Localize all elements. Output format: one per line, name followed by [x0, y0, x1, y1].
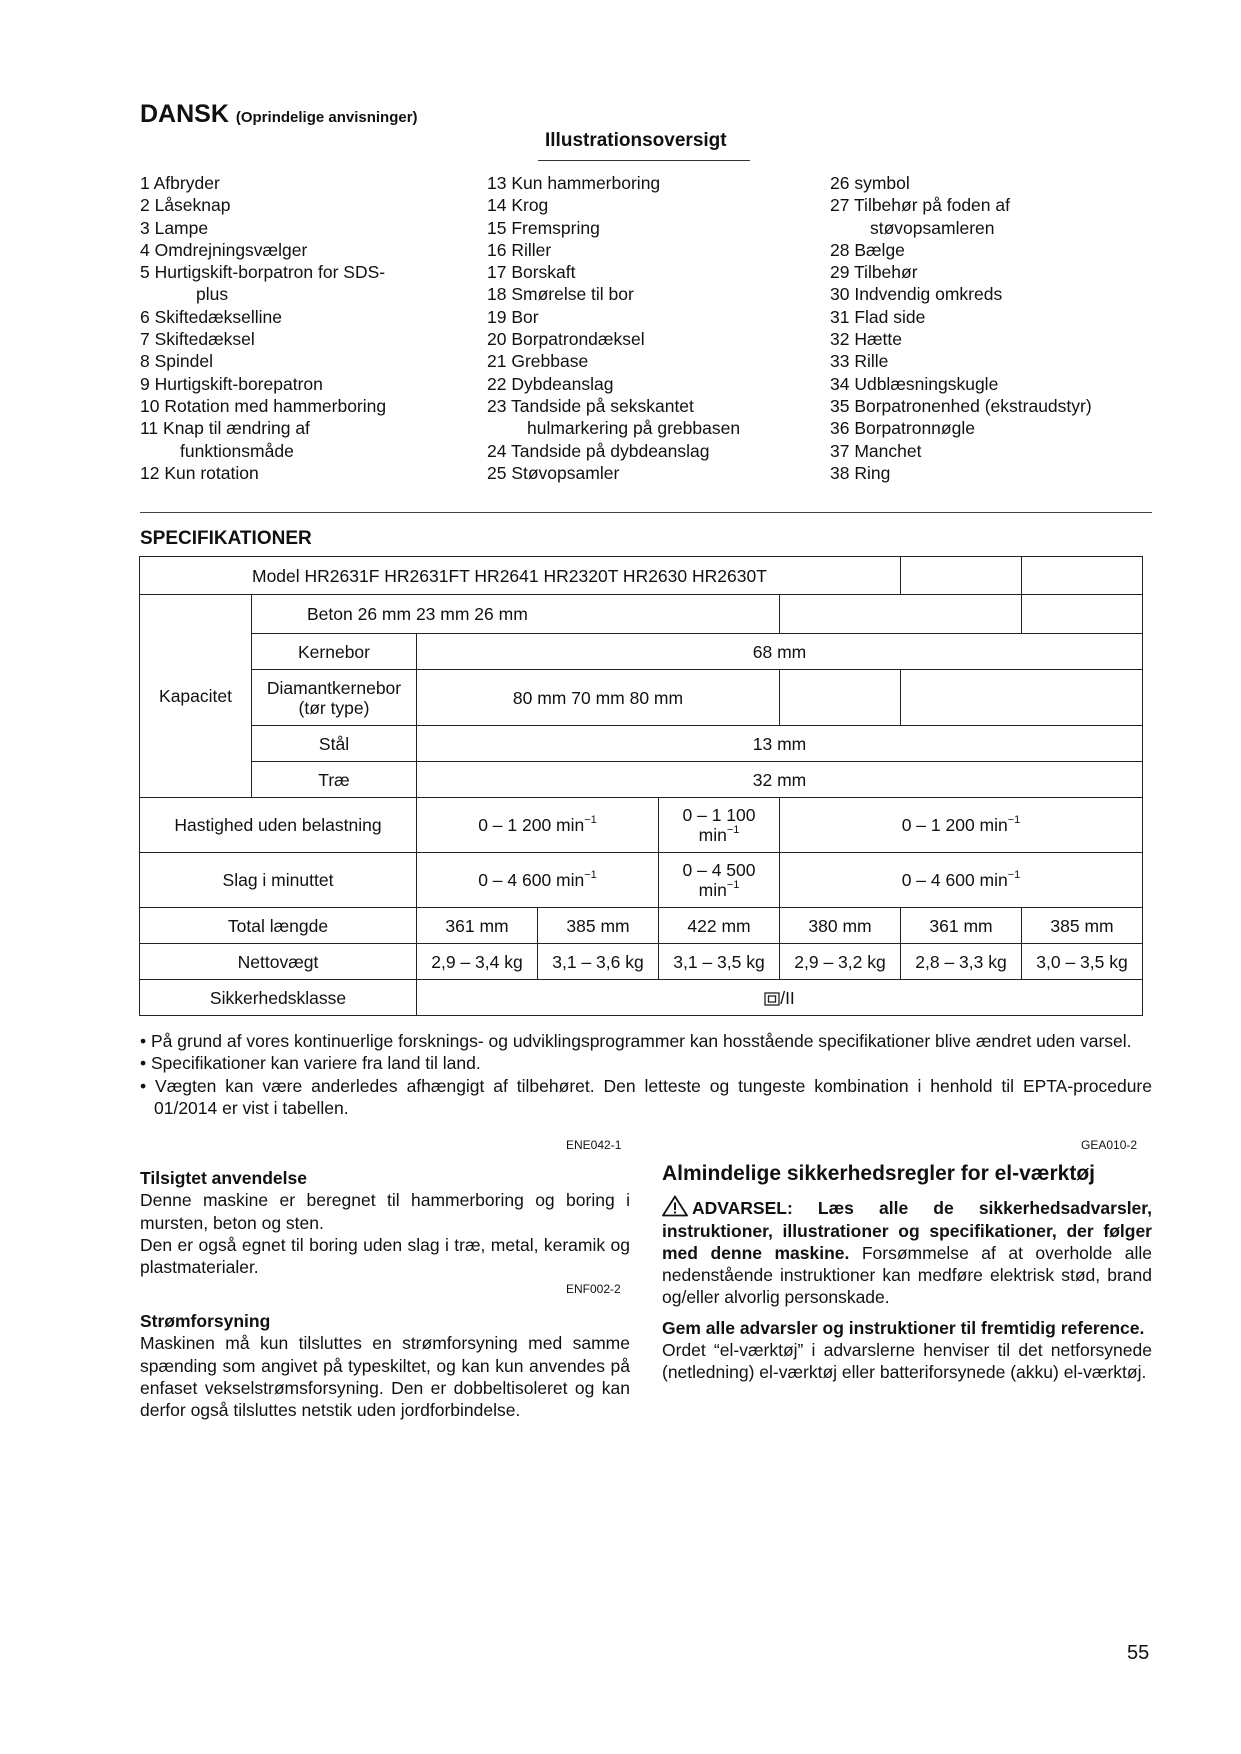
weight-label: Nettovægt [140, 944, 417, 980]
weight-value: 3,0 – 3,5 kg [1022, 944, 1143, 980]
page-number: 55 [1127, 1642, 1150, 1664]
length-value: 422 mm [659, 908, 780, 944]
legend-item: 26 symbol [830, 173, 910, 193]
blows-value-a [417, 853, 659, 908]
blows-value-c [780, 853, 1143, 908]
staal-value: 13 mm [417, 726, 1143, 762]
legend-item: 33 Rille [830, 351, 889, 372]
specifications-table [139, 556, 1143, 1016]
legend-item: 17 Borskaft [487, 262, 576, 283]
trae-label: Træ [252, 762, 417, 798]
weight-value: 2,9 – 3,2 kg [780, 944, 901, 980]
doc-code-gea: GEA010-2 [1081, 1138, 1138, 1152]
diamant-label [252, 670, 417, 726]
empty-cell [901, 557, 1022, 595]
speed-b-line2 [659, 825, 779, 845]
note-item: • På grund af vores kontinuerlige forsknings- og udviklingsprogrammer kan hosstående specifikationer blive ændret uden varsel. [140, 1031, 1132, 1051]
legend-item: 15 Fremspring [487, 217, 600, 238]
empty-cell [1022, 595, 1143, 634]
kernebor-value: 68 mm [417, 634, 1143, 670]
kernebor-label: Kernebor [252, 634, 417, 670]
language-label: DANSK [140, 100, 229, 128]
legend-item: 9 Hurtigskift-borepatron [140, 373, 323, 394]
doc-code-enf: ENF002-2 [566, 1282, 621, 1296]
intended-use-section [140, 1167, 630, 1278]
exponent: −1 [1007, 814, 1021, 826]
exponent: −1 [1007, 869, 1021, 881]
legend-item: 22 Dybdeanslag [487, 373, 614, 394]
legend-item: 24 Tandside på dybdeanslag [487, 440, 710, 461]
legend-item: 31 Flad side [830, 306, 926, 327]
power-section [140, 1310, 630, 1421]
keep-instructions-text: Ordet “el-værktøj” i advarslerne henviser til det netforsynede (netledning) el-værktøj eller batteriforsynede (akku) el-værktøj. [662, 1340, 1152, 1383]
blows-c-text: 0 – 4 600 min [901, 870, 1008, 890]
class-row [140, 980, 1143, 1016]
model-cell: Model HR2631F HR2631FT HR2641 HR2320T HR2630 HR2630T [140, 557, 901, 595]
legend-item: 8 Spindel [140, 351, 213, 372]
legend-item: 27 Tilbehør på foden af [830, 195, 1010, 216]
safety-heading: Almindelige sikkerhedsregler for el-værktøj [662, 1162, 1095, 1185]
empty-cell [1022, 557, 1143, 595]
model-row [140, 557, 1143, 595]
legend-item: 29 Tilbehør [830, 262, 918, 283]
legend-item: 11 Knap til ændring af [140, 418, 310, 439]
safety-section [662, 1163, 1152, 1384]
diamant-value: 80 mm 70 mm 80 mm [417, 670, 780, 726]
double-insulation-icon [764, 992, 780, 1006]
legend-item: 34 Udblæsningskugle [830, 373, 999, 394]
length-value: 385 mm [538, 908, 659, 944]
illustration-overview-title: Illustrationsoversigt [545, 130, 727, 151]
beton-cell: Beton 26 mm 23 mm 26 mm [252, 595, 780, 634]
beton-row [140, 595, 1143, 634]
legend-column-3 [830, 172, 1092, 484]
speed-value-a [417, 798, 659, 853]
warning-icon [662, 1195, 688, 1217]
weight-value: 2,8 – 3,3 kg [901, 944, 1022, 980]
speed-value-c [780, 798, 1143, 853]
power-p1: Maskinen må kun tilsluttes en strømforsyning med samme spænding som angivet på typeskiltet, og kan kun anvendes på enfaset vekselstrømsforsyning. Den er dobbeltisoleret og kan derfor også tilsluttes netstik uden jordforbindelse. [140, 1333, 630, 1421]
legend-item: 19 Bor [487, 306, 539, 327]
exponent: −1 [584, 814, 597, 826]
power-heading: Strømforsyning [140, 1311, 271, 1331]
intended-use-heading: Tilsigtet anvendelse [140, 1168, 307, 1188]
legend-item: 4 Omdrejningsvælger [140, 239, 308, 260]
legend-item: 6 Skiftedækselline [140, 306, 283, 327]
speed-a-text: 0 – 1 200 min [478, 815, 585, 835]
diamant-label-line1: Diamantkernebor [266, 677, 402, 698]
note-item: • Vægten kan være anderledes afhængigt af tilbehøret. Den letteste og tungeste kombination i henhold til EPTA-procedure 01/2014 er vist i tabellen. [140, 1075, 1152, 1118]
legend-item: 14 Krog [487, 195, 549, 216]
exponent: −1 [726, 824, 740, 836]
legend-item: 30 Indvendig omkreds [830, 284, 1003, 305]
speed-b-unit: min [698, 825, 727, 845]
class-value [417, 980, 1143, 1016]
empty-cell [901, 670, 1143, 726]
length-value: 361 mm [417, 908, 538, 944]
class-value-text: /II [780, 987, 795, 1008]
speed-value-b [659, 798, 780, 853]
blows-a-text: 0 – 4 600 min [478, 870, 585, 890]
empty-cell [780, 595, 1022, 634]
kapacitet-label: Kapacitet [140, 595, 252, 798]
legend-item: 16 Riller [487, 239, 552, 260]
trae-row [140, 762, 1143, 798]
length-row [140, 908, 1143, 944]
speed-row [140, 798, 1143, 853]
blows-label: Slag i minuttet [140, 853, 417, 908]
legend-item-continuation: hulmarkering på grebbasen [527, 418, 741, 439]
length-label: Total længde [140, 908, 417, 944]
language-subtitle: (Oprindelige anvisninger) [235, 109, 418, 126]
weight-row [140, 944, 1143, 980]
weight-value: 3,1 – 3,5 kg [659, 944, 780, 980]
note-item: • Specifikationer kan variere fra land til land. [140, 1053, 481, 1074]
exponent: −1 [726, 879, 740, 891]
length-value: 380 mm [780, 908, 901, 944]
class-label: Sikkerhedsklasse [140, 980, 417, 1016]
blows-value-b [659, 853, 780, 908]
exponent: −1 [584, 869, 597, 881]
empty-cell [780, 670, 901, 726]
illustration-title-underline [538, 160, 750, 161]
legend-column-1 [140, 172, 386, 484]
safety-warning [662, 1195, 1152, 1308]
legend-item: 23 Tandside på sekskantet [487, 395, 694, 416]
diamant-label-line2: (tør type) [298, 697, 370, 718]
legend-item-continuation: støvopsamleren [870, 217, 995, 238]
staal-row [140, 726, 1143, 762]
legend-item: 20 Borpatrondæksel [487, 329, 645, 350]
intended-use-p2: Den er også egnet til boring uden slag i træ, metal, keramik og plastmaterialer. [140, 1234, 630, 1278]
speed-c-text: 0 – 1 200 min [901, 815, 1008, 835]
legend-item: 32 Hætte [830, 329, 902, 350]
specifications-heading: SPECIFIKATIONER [140, 528, 312, 549]
kernebor-row [140, 634, 1143, 670]
page-title [140, 100, 418, 129]
spec-notes [140, 1030, 1152, 1119]
legend-item: 25 Støvopsamler [487, 462, 620, 483]
legend-item: 10 Rotation med hammerboring [140, 395, 387, 416]
legend-item: 28 Bælge [830, 239, 905, 260]
safety-warning-rest: Forsømmelse af at overholde alle nedenstående instruktioner kan medføre elektrisk stød, brand og/eller alvorlig personskade. [662, 1242, 1152, 1308]
length-value: 361 mm [901, 908, 1022, 944]
blows-b-unit: min [698, 880, 727, 900]
speed-label: Hastighed uden belastning [140, 798, 417, 853]
intended-use-p1: Denne maskine er beregnet til hammerboring og boring i mursten, beton og sten. [140, 1190, 630, 1233]
blows-b-line2 [659, 880, 779, 900]
doc-code-ene: ENE042-1 [566, 1138, 622, 1152]
legend-item: 7 Skiftedæksel [140, 329, 255, 350]
speed-b-line1: 0 – 1 100 [682, 805, 756, 825]
legend-item: 13 Kun hammerboring [487, 173, 661, 193]
legend-item: 1 Afbryder [140, 173, 220, 193]
legend-item: 38 Ring [830, 462, 891, 483]
legend-item: 2 Låseknap [140, 195, 231, 216]
legend-item: 12 Kun rotation [140, 462, 259, 483]
safety-warning-bold: ADVARSEL: Læs alle de sikkerhedsadvarsler, instruktioner, illustrationer og specifikationer, der følger med denne maskine. [662, 1198, 1152, 1263]
legend-column-2 [487, 172, 740, 484]
blows-row [140, 853, 1143, 908]
diamant-row [140, 670, 1143, 726]
legend-item-continuation: plus [196, 284, 229, 305]
legend-item: 36 Borpatronnøgle [830, 418, 975, 439]
weight-value: 2,9 – 3,4 kg [417, 944, 538, 980]
trae-value: 32 mm [417, 762, 1143, 798]
blows-b-line1: 0 – 4 500 [682, 860, 756, 880]
legend-item: 21 Grebbase [487, 351, 589, 372]
length-value: 385 mm [1022, 908, 1143, 944]
legend-item: 18 Smørelse til bor [487, 284, 634, 305]
legend-item: 37 Manchet [830, 440, 922, 461]
weight-value: 3,1 – 3,6 kg [538, 944, 659, 980]
legend-item: 35 Borpatronenhed (ekstraudstyr) [830, 395, 1092, 416]
legend-item: 5 Hurtigskift-borpatron for SDS- [140, 262, 386, 283]
legend-item-continuation: funktionsmåde [180, 440, 294, 461]
legend-item: 3 Lampe [140, 217, 209, 238]
section-divider [140, 512, 1152, 513]
staal-label: Stål [252, 726, 417, 762]
keep-instructions-heading: Gem alle advarsler og instruktioner til fremtidig reference. [662, 1317, 1145, 1338]
